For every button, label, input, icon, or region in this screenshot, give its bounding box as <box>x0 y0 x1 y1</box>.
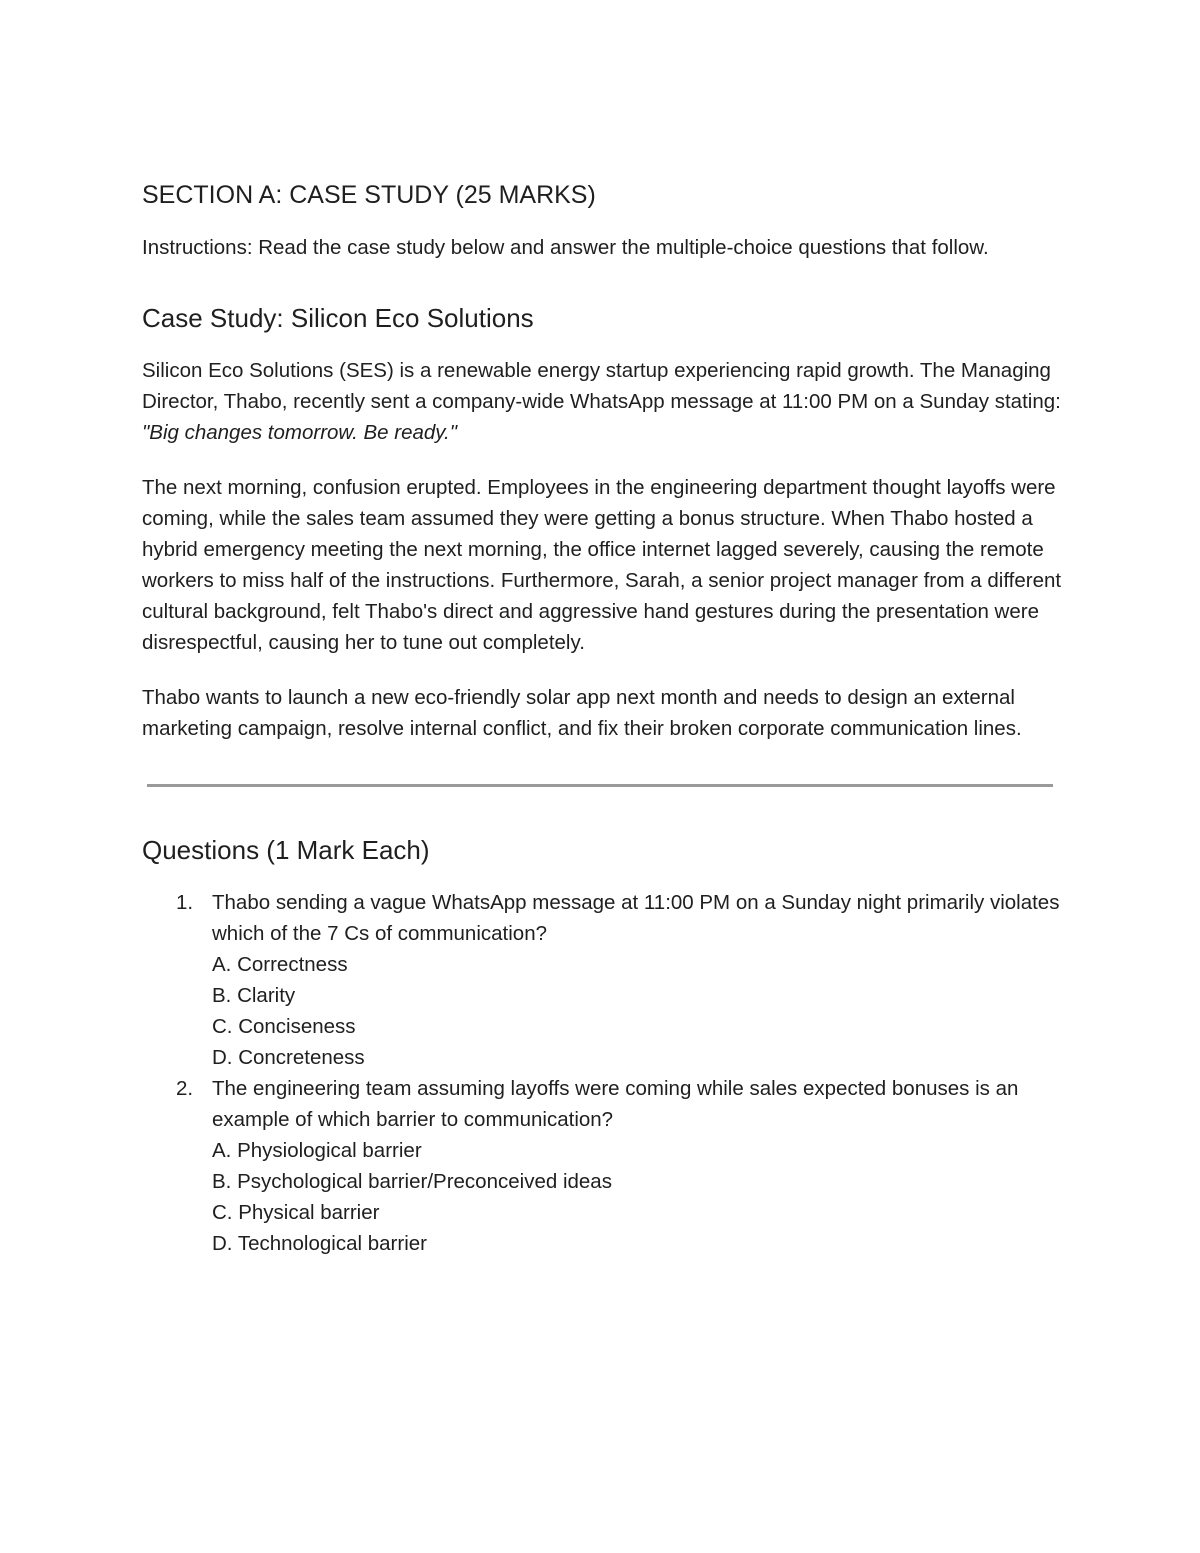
question-number: 1. <box>176 891 194 914</box>
questions-heading: Questions (1 Mark Each) <box>142 835 430 865</box>
answer-option: B. Psychological barrier/Preconceived ideas <box>212 1170 612 1193</box>
answer-option: B. Clarity <box>212 984 296 1007</box>
whatsapp-quote: "Big changes tomorrow. Be ready." <box>142 421 457 444</box>
answer-option: D. Concreteness <box>212 1046 365 1069</box>
case-study-paragraph-1 <box>142 355 1062 448</box>
question-list <box>142 887 1062 1259</box>
question-text: The engineering team assuming layoffs were coming while sales expected bonuses is an example of which barrier to communication? <box>212 1077 1019 1131</box>
horizontal-divider <box>147 784 1053 787</box>
answer-option: A. Physiological barrier <box>212 1139 422 1162</box>
answer-option: C. Physical barrier <box>212 1201 380 1224</box>
case-study-paragraph-2: The next morning, confusion erupted. Employees in the engineering department thought layoffs were coming, while the sales team assumed they were getting a bonus structure. When Thabo hosted a hybrid emergency meeting the next morning, the office internet lagged severely, causing the remote workers to miss half of the instructions. Furthermore, Sarah, a senior project manager from a different cultural background, felt Thabo's direct and aggressive hand gestures during the presentation were disrespectful, causing her to tune out completely. <box>142 476 1062 654</box>
instructions-text: Instructions: Read the case study below and answer the multiple-choice questions that follow. <box>142 236 989 259</box>
document-page <box>142 178 1062 1259</box>
answer-option: D. Technological barrier <box>212 1232 427 1255</box>
case-study-heading: Case Study: Silicon Eco Solutions <box>142 303 534 333</box>
answer-option: C. Conciseness <box>212 1015 356 1038</box>
question-item <box>142 887 1062 1073</box>
question-item <box>142 1073 1062 1259</box>
question-text: Thabo sending a vague WhatsApp message at 11:00 PM on a Sunday night primarily violates which of the 7 Cs of communication? <box>212 891 1060 945</box>
question-number: 2. <box>176 1077 194 1100</box>
answer-option: A. Correctness <box>212 953 348 976</box>
case-study-paragraph-3: Thabo wants to launch a new eco-friendly solar app next month and needs to design an external marketing campaign, resolve internal conflict, and fix their broken corporate communication lines. <box>142 686 1022 740</box>
case-study-paragraph-1-text: Silicon Eco Solutions (SES) is a renewable energy startup experiencing rapid growth. The Managing Director, Thabo, recently sent a company-wide WhatsApp message at 11:00 PM on a Sunday stating: <box>142 359 1061 413</box>
section-title: SECTION A: CASE STUDY (25 MARKS) <box>142 181 596 209</box>
